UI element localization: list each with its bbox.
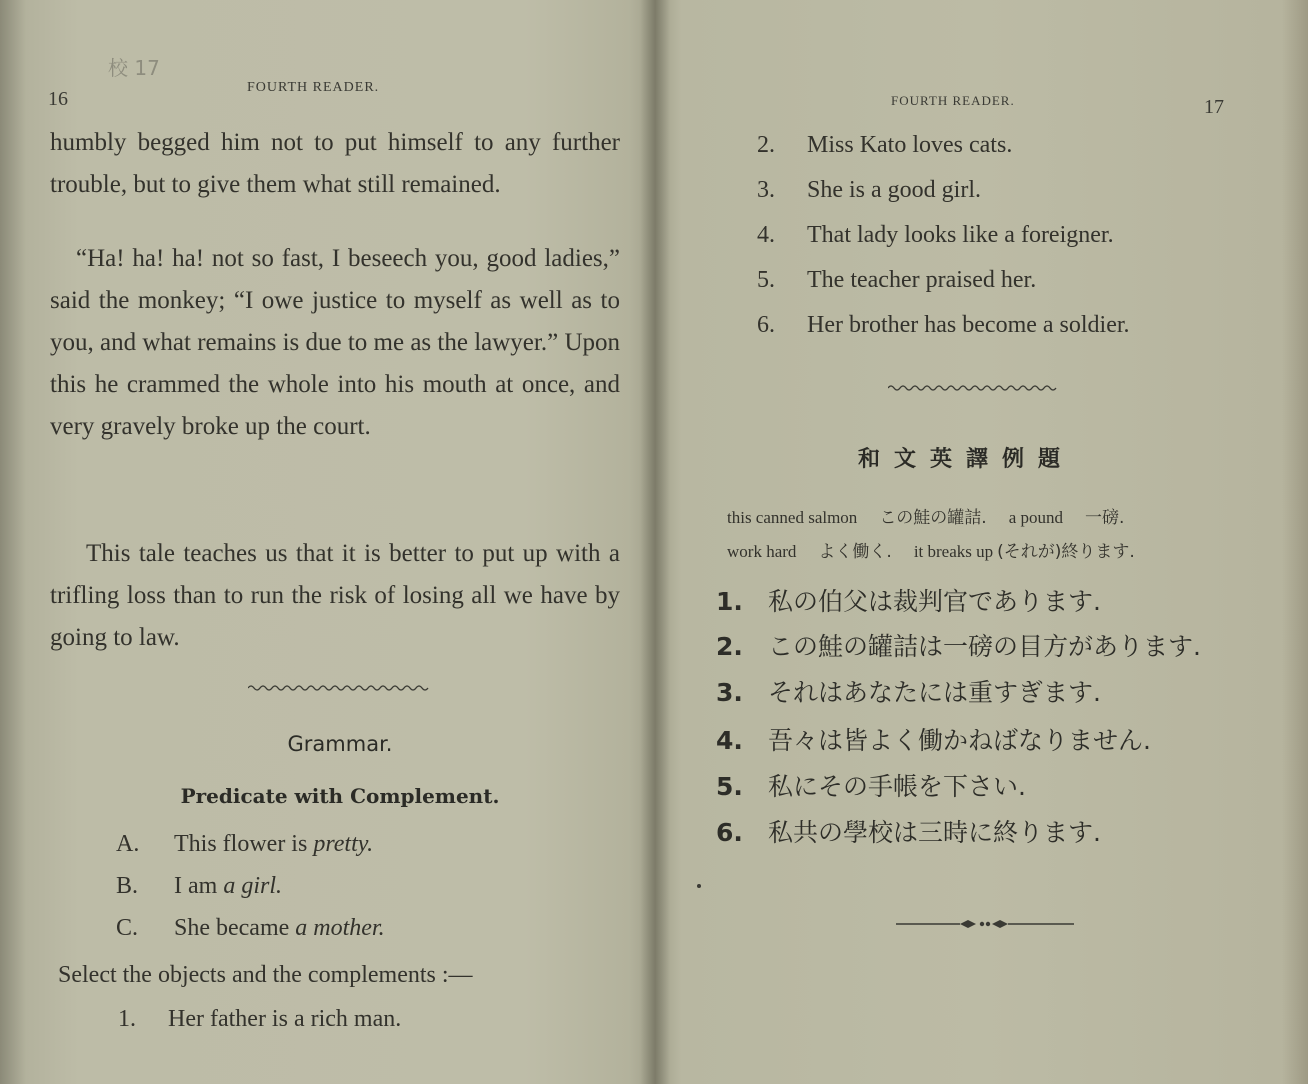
section-divider-right: [888, 384, 1058, 392]
exercise-sentence-2: 2. Miss Kato loves cats.: [757, 132, 1013, 158]
example-row-c: C. She became a mother.: [116, 915, 385, 941]
paragraph-2: “Ha! ha! ha! not so fast, I beseech you, good ladies,” said the monkey; “I owe justice to myself as well as to you, and what remains is due to me as the lawyer.” Upon this he crammed the whole into his mouth at once, and very gravely broke up the court.: [50, 245, 620, 440]
page-number-right: 17: [1204, 96, 1224, 118]
grammar-heading: Grammar.: [287, 732, 393, 756]
page-number-left: 16: [48, 88, 68, 110]
end-ornament: [896, 917, 1076, 931]
example-row-a: A. This flower is pretty.: [116, 831, 374, 857]
exercise-sentence-4: 4. That lady looks like a foreigner.: [757, 222, 1114, 248]
example-row-b: B. I am a girl.: [116, 873, 282, 899]
exercise-title-japanese: 和文英譯例題: [858, 447, 1075, 472]
paragraph-3: This tale teaches us that it is better to put up with a trifling loss than to run the risk of losing all we have by going to law.: [50, 540, 620, 651]
japanese-sentence-2: 2. この鮭の罐詰は一磅の目方があります.: [716, 632, 1201, 661]
section-divider-left: [248, 684, 430, 692]
vocab-line-2: work hard よく働く. it breaks up (それが)終ります.: [727, 542, 1135, 562]
book-gutter: [640, 0, 670, 1084]
japanese-sentence-1: 1. 私の伯父は裁判官であります.: [716, 587, 1101, 616]
ink-speck: [697, 884, 701, 888]
vocab-line-1: this canned salmon この鮭の罐詰. a pound 一磅.: [727, 508, 1125, 528]
paragraph-1: humbly begged him not to put himself to any further trouble, but to give them what still remained.: [50, 129, 620, 198]
exercise-sentence-6: 6. Her brother has become a soldier.: [757, 312, 1130, 338]
exercise-sentence-3: 3. She is a good girl.: [757, 177, 981, 203]
exercise-sentence-5: 5. The teacher praised her.: [757, 267, 1037, 293]
japanese-sentence-3: 3. それはあなたには重すぎます.: [716, 678, 1101, 707]
exercise-instruction: Select the objects and the complements :—: [58, 962, 473, 988]
running-header-right: FOURTH READER.: [891, 93, 1015, 108]
japanese-sentence-5: 5. 私にその手帳を下さい.: [716, 772, 1026, 801]
running-header-left: FOURTH READER.: [247, 80, 380, 95]
japanese-sentence-4: 4. 吾々は皆よく働かねばなりません.: [716, 726, 1151, 755]
grammar-subheading: Predicate with Complement.: [180, 784, 500, 808]
exercise-sentence-1: 1. Her father is a rich man.: [118, 1006, 402, 1032]
japanese-sentence-6: 6. 私共の學校は三時に終ります.: [716, 818, 1101, 847]
pencil-annotation: 校 17: [108, 56, 160, 80]
